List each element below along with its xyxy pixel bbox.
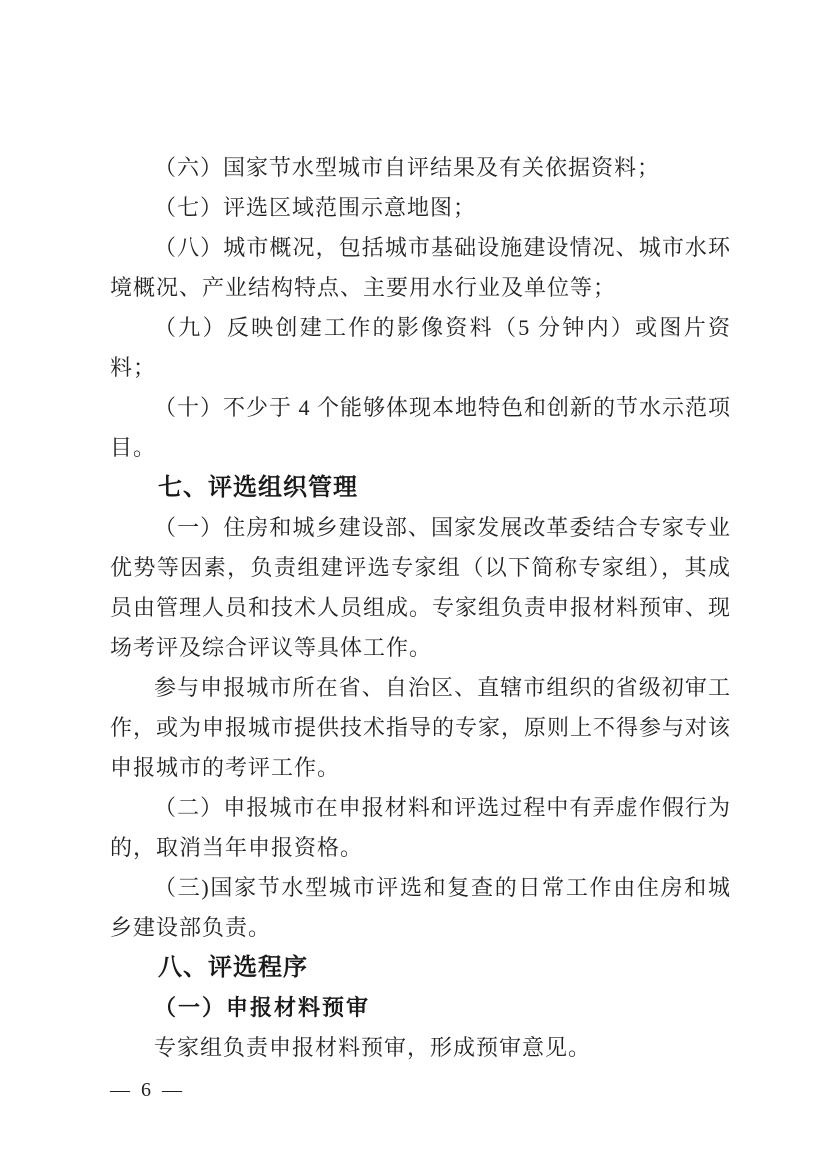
clause-nine-paragraph: （九）反映创建工作的影像资料（5 分钟内）或图片资料； — [110, 315, 731, 380]
clause-eight-paragraph: （八）城市概况，包括城市基础设施建设情况、城市水环境概况、产业结构特点、主要用水行业及单位等； — [110, 235, 731, 300]
section-eight-heading: 八、评选程序 — [158, 954, 308, 981]
subsection-one-heading: （一）申报材料预审 — [154, 995, 371, 1020]
page-footer — [110, 1078, 185, 1102]
preliminary-review-paragraph: 专家组负责申报材料预审，形成预审意见。 — [154, 1035, 592, 1060]
expert-group-paragraph: （一）住房和城乡建设部、国家发展改革委结合专家专业优势等因素，负责组建评选专家组（以下简称专家组），其成员由管理人员和技术人员组成。专家组负责申报材料预审、现场考评及综合评议等具体工作。 — [110, 515, 732, 660]
clause-ten-paragraph: （十）不少于 4 个能够体现本地特色和创新的节水示范项目。 — [110, 395, 732, 460]
clause-seven-paragraph: （七）评选区域范围示意地图； — [154, 195, 477, 220]
page-number: — 6 — — [110, 1079, 185, 1101]
document-body — [110, 148, 731, 1068]
section-seven-heading: 七、评选组织管理 — [158, 474, 358, 501]
provincial-review-paragraph: 参与申报城市所在省、自治区、直辖市组织的省级初审工作，或为申报城市提供技术指导的专家，原则上不得参与对该申报城市的考评工作。 — [110, 675, 732, 780]
clause-six-paragraph: （六）国家节水型城市自评结果及有关依据资料； — [154, 155, 661, 180]
fraud-clause-paragraph: （二）申报城市在申报材料和评选过程中有弄虚作假行为的，取消当年申报资格。 — [110, 795, 731, 860]
daily-work-paragraph: （三)国家节水型城市评选和复查的日常工作由住房和城乡建设部负责。 — [110, 875, 731, 940]
